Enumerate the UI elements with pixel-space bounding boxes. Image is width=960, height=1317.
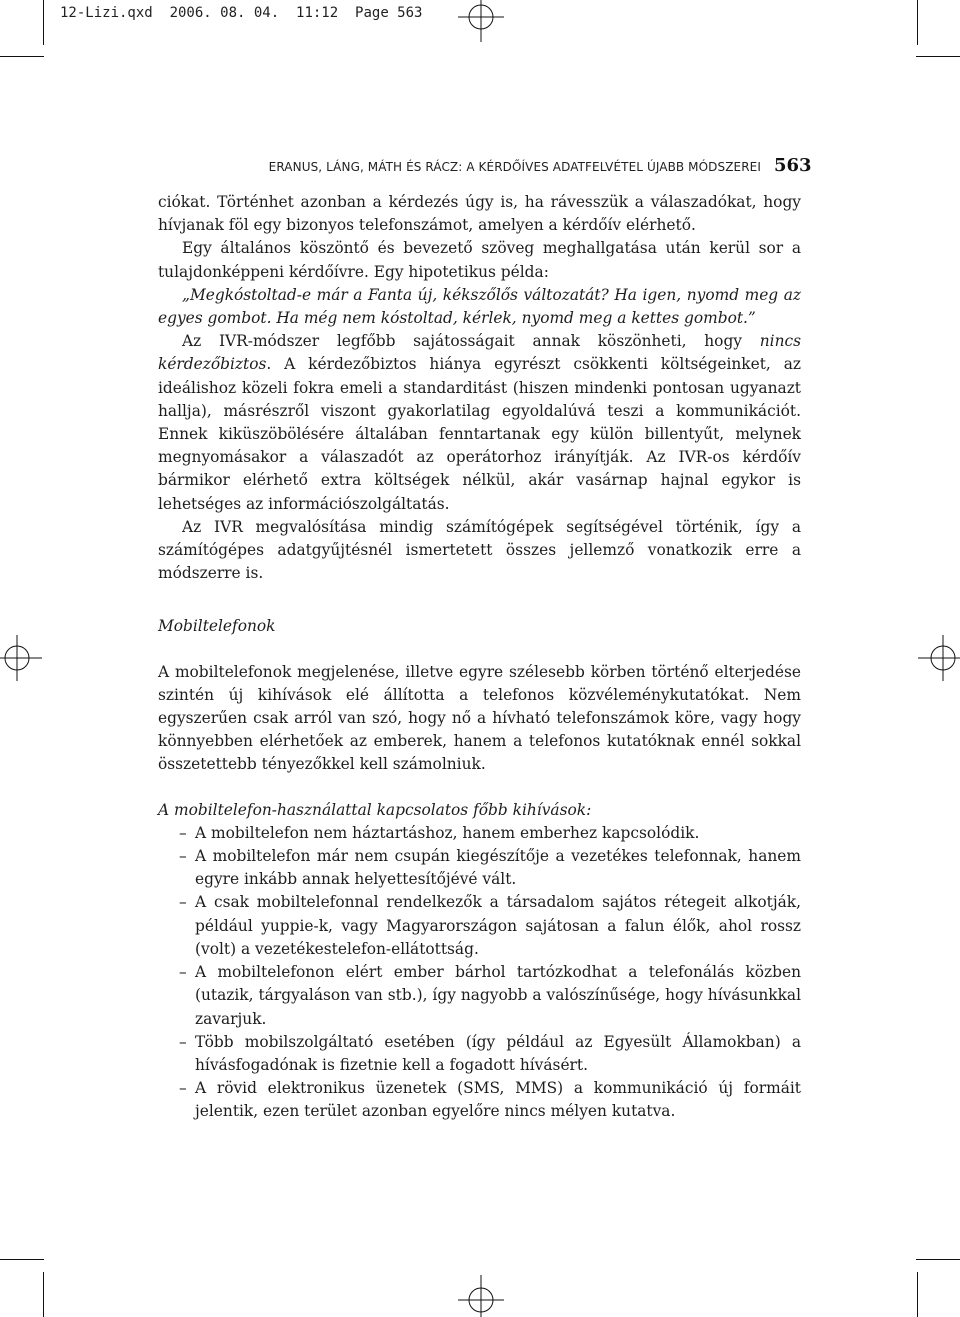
paragraph-ivr-rest: . A kérdezőbiztos hiánya egyrészt csökkenti költségeinket, az ideálishoz közeli fokra emeli a standarditást (hiszen mindenki pontosan ugyanazt hallja), másrészről viszont gyakorlatilag egyoldalúvá teszi a kommunikációt. Ennek kiküszöbölésére általában fenntartanak egy külön billentyűt, melynek megnyomásakor a válaszadót az operátorhoz irányítják. Az IVR-os kérdőív bármikor elérhető extra költségek nélkül, akár vasárnap hajnal egykor is lehetséges az információszolgáltatás. — [158, 355, 801, 513]
crop-mark-bottom-left-v — [43, 1272, 44, 1317]
list-item — [158, 961, 801, 1031]
registration-mark-left-icon — [0, 635, 42, 681]
print-slug — [60, 5, 422, 21]
dash-bullet: – — [179, 963, 187, 982]
crop-mark-bottom-right-v — [917, 1272, 918, 1317]
page-body — [158, 191, 801, 1124]
registration-mark-right-icon — [918, 635, 960, 681]
page-number: 563 — [774, 155, 812, 176]
list-item-text: A mobiltelefonon elért ember bárhol tartózkodhat a telefonálás közben (utazik, tárgyaláson van stb.), így nagyobb a valószínűsége, hogy hívásunkkal zavarjuk. — [195, 963, 801, 1028]
slug-file: 12-Lizi.qxd — [60, 5, 153, 21]
paragraph-continuation: ciókat. Történhet azonban a kérdezés úgy is, ha rávesszük a válaszadókat, hogy hívjanak föl egy bizonyos telefonszámot, amelyen a kérdőív elérhető. — [158, 193, 801, 235]
dash-bullet: – — [179, 1032, 187, 1051]
crop-mark-top-right-h — [916, 56, 960, 57]
running-head — [158, 160, 801, 174]
list-item-text: A mobiltelefon nem háztartáshoz, hanem emberhez kapcsolódik. — [195, 823, 700, 842]
list-item — [158, 822, 801, 845]
paragraph-ivr-start: Az IVR-módszer legfőbb sajátosságait annak köszönheti, hogy — [182, 332, 760, 351]
crop-mark-bottom-right-h — [916, 1259, 960, 1260]
dash-bullet: – — [179, 847, 187, 866]
dash-bullet: – — [179, 823, 187, 842]
section-title: Mobiltelefonok — [158, 617, 276, 636]
list-item — [158, 1031, 801, 1077]
list-item — [158, 1077, 801, 1123]
slug-date: 2006. 08. 04. — [169, 5, 280, 21]
dash-bullet: – — [179, 893, 187, 912]
crop-mark-top-left-v — [43, 0, 44, 45]
paragraph-ivr-computer: Az IVR megvalósítása mindig számítógépek segítségével történik, így a számítógépes adatgyűjtésnél ismertetett összes jellemző vonatkozik erre a módszerre is. — [158, 517, 801, 583]
running-head-text: ERANUS, LÁNG, MÁTH ÉS RÁCZ: A KÉRDŐÍVES ADATFELVÉTEL ÚJABB MÓDSZEREI — [268, 160, 761, 174]
registration-mark-top-icon — [458, 0, 504, 42]
list-item — [158, 891, 801, 961]
paragraph-ivr — [158, 330, 801, 516]
paragraph-mobile: A mobiltelefonok megjelenése, illetve egyre szélesebb körben történő elterjedése szintén új kihívások elé állította a telefonos közvéleménykutatókat. Nem egyszerűen csak arról van szó, hogy nő a hívható telefonszámok köre, vagy hogy könnyebben elérhetőek az emberek, hanem a telefonos kutatóknak ennél sokkal összetettebb tényezőkkel kell számolniuk. — [158, 662, 801, 774]
challenges-list — [158, 822, 801, 1124]
crop-mark-bottom-left-h — [0, 1259, 44, 1260]
slug-time: 11:12 — [296, 5, 339, 21]
example-quote: „Megkóstoltad-e már a Fanta új, kékszőlős változatát? Ha igen, nyomd meg az egyes gombot. Ha még nem kóstoltad, kérlek, nyomd meg a kettes gombot.” — [158, 285, 801, 328]
list-item-text: A csak mobiltelefonnal rendelkezők a társadalom sajátos rétegeit alkotják, például yuppie-k, vagy Magyarországon sajátosan a falun élők, ahol rossz (volt) a vezetékestelefon-ellátottság. — [195, 893, 801, 958]
paragraph-ivr-emphasis: nincs kérdezőbiztos — [158, 332, 801, 374]
crop-mark-top-right-v — [917, 0, 918, 45]
list-item — [158, 845, 801, 891]
list-item-text: A rövid elektronikus üzenetek (SMS, MMS) a kommunikáció új formáit jelentik, ezen terület azonban egyelőre nincs mélyen kutatva. — [195, 1079, 801, 1121]
list-item-text: Több mobilszolgáltató esetében (így például az Egyesült Államokban) a hívásfogadónak is fizetnie kell a fogadott hívásért. — [195, 1032, 801, 1074]
crop-mark-top-left-h — [0, 56, 44, 57]
list-title: A mobiltelefon-használattal kapcsolatos főbb kihívások: — [158, 800, 592, 819]
slug-page: Page 563 — [355, 5, 423, 21]
dash-bullet: – — [179, 1079, 187, 1098]
registration-mark-bottom-icon — [458, 1275, 504, 1317]
list-item-text: A mobiltelefon már nem csupán kiegészítője a vezetékes telefonnak, hanem egyre inkább annak helyettesítőjévé vált. — [195, 847, 801, 889]
paragraph-intro: Egy általános köszöntő és bevezető szöveg meghallgatása után kerül sor a tulajdonképpeni kérdőívre. Egy hipotetikus példa: — [158, 239, 801, 281]
